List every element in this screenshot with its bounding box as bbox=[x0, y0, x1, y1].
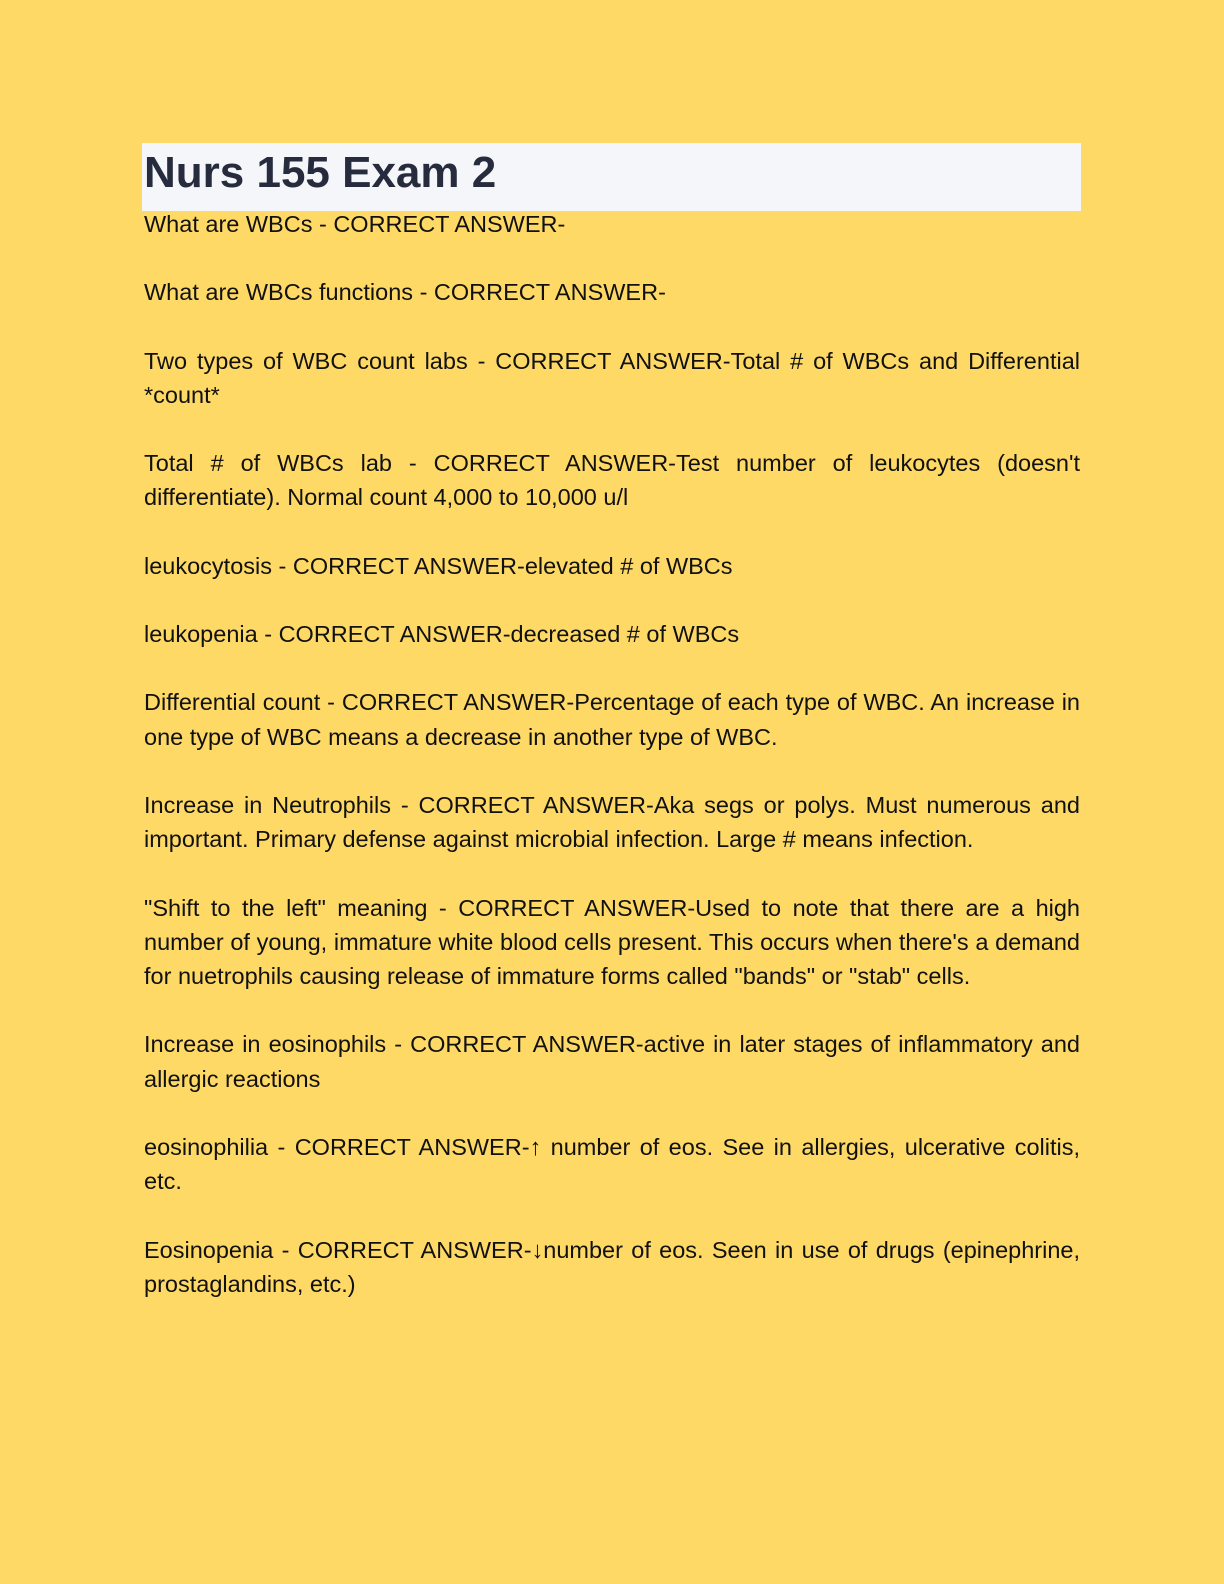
qa-item: "Shift to the left" meaning - CORRECT ANSWER-Used to note that there are a high number of young, immature white blood cells present. This occurs when there's a demand for nuetrophils causing release of immature forms called "bands" or "stab" cells. bbox=[144, 894, 1080, 990]
qa-item: leukopenia - CORRECT ANSWER-decreased # of WBCs bbox=[144, 621, 740, 648]
qa-item: Total # of WBCs lab - CORRECT ANSWER-Test number of leukocytes (doesn't differentiate). Normal count 4,000 to 10,000 u/l bbox=[144, 450, 1080, 511]
qa-item: What are WBCs functions - CORRECT ANSWER- bbox=[144, 279, 666, 306]
qa-list bbox=[144, 207, 1080, 1335]
qa-item: Increase in eosinophils - CORRECT ANSWER-active in later stages of inflammatory and allergic reactions bbox=[144, 1031, 1080, 1092]
page-title: Nurs 155 Exam 2 bbox=[144, 148, 497, 197]
qa-item: Eosinopenia - CORRECT ANSWER-↓number of eos. Seen in use of drugs (epinephrine, prostaglandins, etc.) bbox=[144, 1236, 1080, 1297]
qa-item: Increase in Neutrophils - CORRECT ANSWER-Aka segs or polys. Must numerous and important. Primary defense against microbial infection. Large # means infection. bbox=[144, 791, 1080, 853]
qa-item: leukocytosis - CORRECT ANSWER-elevated # of WBCs bbox=[144, 552, 733, 579]
qa-item: Two types of WBC count labs - CORRECT ANSWER-Total # of WBCs and Differential *count* bbox=[144, 347, 1080, 408]
qa-item: eosinophilia - CORRECT ANSWER-↑ number of eos. See in allergies, ulcerative colitis, etc. bbox=[144, 1134, 1080, 1195]
qa-item: Differential count - CORRECT ANSWER-Percentage of each type of WBC. An increase in one type of WBC means a decrease in another type of WBC. bbox=[144, 689, 1080, 750]
title-band bbox=[142, 143, 1081, 211]
qa-item: What are WBCs - CORRECT ANSWER- bbox=[144, 211, 566, 237]
